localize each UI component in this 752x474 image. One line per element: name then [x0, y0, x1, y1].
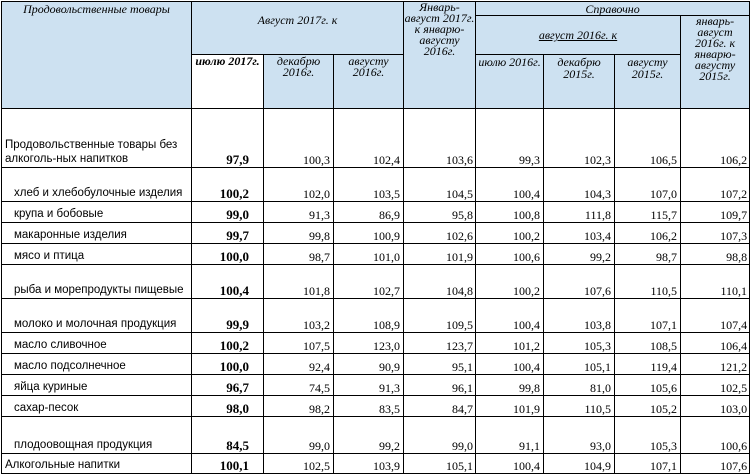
value-cell-4: 101,9: [404, 244, 476, 265]
value-cell-8: 109,7: [681, 202, 750, 223]
value-cell-3: 91,3: [334, 375, 404, 396]
value-cell-8: 121,2: [681, 354, 750, 375]
header-to-dec2015: декабрю 2015г.: [544, 55, 615, 109]
value-cell-5: 100,4: [476, 454, 544, 474]
value-cell-6: 103,4: [544, 223, 615, 244]
header-to-dec2016: декабрю 2016г.: [264, 55, 334, 109]
header-to-aug2016: августу 2016г.: [334, 55, 404, 109]
value-cell-6: 104,9: [544, 454, 615, 474]
table-body: [2, 109, 750, 474]
value-cell-8: 106,4: [681, 333, 750, 354]
row-label: масло подсолнечное: [2, 354, 192, 375]
value-cell-1: 99,0: [192, 202, 264, 223]
value-cell-6: 103,8: [544, 299, 615, 333]
table-row: [2, 223, 750, 244]
value-cell-6: 107,6: [544, 265, 615, 299]
value-cell-2: 99,8: [264, 223, 334, 244]
value-cell-5: 101,9: [476, 396, 544, 417]
value-cell-7: 107,1: [615, 454, 681, 474]
value-cell-3: 123,0: [334, 333, 404, 354]
value-cell-4: 96,1: [404, 375, 476, 396]
value-cell-3: 83,5: [334, 396, 404, 417]
table-row: [2, 333, 750, 354]
value-cell-6: 81,0: [544, 375, 615, 396]
value-cell-1: 100,2: [192, 168, 264, 202]
value-cell-1: 100,0: [192, 244, 264, 265]
value-cell-4: 84,7: [404, 396, 476, 417]
value-cell-1: 99,9: [192, 299, 264, 333]
value-cell-7: 119,4: [615, 354, 681, 375]
value-cell-3: 86,9: [334, 202, 404, 223]
value-cell-4: 95,8: [404, 202, 476, 223]
value-cell-2: 102,5: [264, 454, 334, 474]
header-to-aug2015: августу 2015г.: [615, 55, 681, 109]
header-reference: Справочно: [476, 2, 750, 16]
value-cell-2: 98,7: [264, 244, 334, 265]
value-cell-6: 111,8: [544, 202, 615, 223]
value-cell-2: 74,5: [264, 375, 334, 396]
value-cell-7: 106,2: [615, 223, 681, 244]
value-cell-5: 99,3: [476, 109, 544, 168]
value-cell-2: 102,0: [264, 168, 334, 202]
row-label: Продовольственные товары без алкоголь-ных напитков: [2, 109, 192, 168]
value-cell-8: 107,4: [681, 299, 750, 333]
table-row: [2, 417, 750, 454]
value-cell-1: 100,2: [192, 333, 264, 354]
value-cell-4: 123,7: [404, 333, 476, 354]
value-cell-3: 103,5: [334, 168, 404, 202]
value-cell-4: 109,5: [404, 299, 476, 333]
value-cell-7: 107,1: [615, 299, 681, 333]
value-cell-5: 100,4: [476, 354, 544, 375]
value-cell-3: 108,9: [334, 299, 404, 333]
table-row: [2, 299, 750, 333]
row-label: молоко и молочная продукция: [2, 299, 192, 333]
value-cell-5: 100,2: [476, 223, 544, 244]
value-cell-2: 101,8: [264, 265, 334, 299]
row-label: макаронные изделия: [2, 223, 192, 244]
value-cell-7: 107,0: [615, 168, 681, 202]
value-cell-2: 100,3: [264, 109, 334, 168]
value-cell-8: 98,8: [681, 244, 750, 265]
value-cell-5: 101,2: [476, 333, 544, 354]
value-cell-5: 91,1: [476, 417, 544, 454]
value-cell-3: 103,9: [334, 454, 404, 474]
value-cell-1: 84,5: [192, 417, 264, 454]
value-cell-1: 99,7: [192, 223, 264, 244]
table-row: [2, 454, 750, 474]
row-label: мясо и птица: [2, 244, 192, 265]
header-aug2016: август 2016г. к: [476, 16, 681, 55]
header-product: Продовольственные товары: [2, 2, 192, 109]
value-cell-4: 104,8: [404, 265, 476, 299]
price-index-table: [1, 1, 750, 474]
value-cell-2: 99,0: [264, 417, 334, 454]
value-cell-5: 100,4: [476, 299, 544, 333]
value-cell-1: 97,9: [192, 109, 264, 168]
value-cell-1: 100,1: [192, 454, 264, 474]
value-cell-3: 90,9: [334, 354, 404, 375]
value-cell-2: 91,3: [264, 202, 334, 223]
table-row: [2, 354, 750, 375]
value-cell-3: 101,0: [334, 244, 404, 265]
value-cell-6: 93,0: [544, 417, 615, 454]
value-cell-5: 100,2: [476, 265, 544, 299]
value-cell-5: 99,8: [476, 375, 544, 396]
value-cell-2: 107,5: [264, 333, 334, 354]
value-cell-7: 115,7: [615, 202, 681, 223]
value-cell-5: 100,4: [476, 168, 544, 202]
value-cell-6: 105,3: [544, 333, 615, 354]
value-cell-3: 102,7: [334, 265, 404, 299]
row-label: плодоовощная продукция: [2, 417, 192, 454]
value-cell-4: 103,6: [404, 109, 476, 168]
value-cell-2: 98,2: [264, 396, 334, 417]
value-cell-4: 102,6: [404, 223, 476, 244]
value-cell-4: 95,1: [404, 354, 476, 375]
value-cell-7: 98,7: [615, 244, 681, 265]
table-row: [2, 244, 750, 265]
value-cell-6: 102,3: [544, 109, 615, 168]
value-cell-7: 108,5: [615, 333, 681, 354]
value-cell-5: 100,8: [476, 202, 544, 223]
value-cell-8: 107,2: [681, 168, 750, 202]
row-label: Алкогольные напитки: [2, 454, 192, 474]
value-cell-7: 106,5: [615, 109, 681, 168]
header-aug2017: Август 2017г. к: [192, 2, 404, 55]
row-label: хлеб и хлебобулочные изделия: [2, 168, 192, 202]
table-row: [2, 396, 750, 417]
header-janaug2017: Январь-август 2017г. к январю-августу 2016г.: [404, 2, 476, 109]
row-label: масло сливочное: [2, 333, 192, 354]
value-cell-1: 98,0: [192, 396, 264, 417]
value-cell-4: 99,0: [404, 417, 476, 454]
header-to-july2016: июлю 2016г.: [476, 55, 544, 109]
value-cell-6: 104,3: [544, 168, 615, 202]
value-cell-2: 92,4: [264, 354, 334, 375]
value-cell-8: 103,0: [681, 396, 750, 417]
value-cell-6: 105,1: [544, 354, 615, 375]
table-row: [2, 375, 750, 396]
value-cell-8: 107,6: [681, 454, 750, 474]
value-cell-6: 110,5: [544, 396, 615, 417]
value-cell-3: 100,9: [334, 223, 404, 244]
value-cell-3: 99,2: [334, 417, 404, 454]
row-label: сахар-песок: [2, 396, 192, 417]
table-row: [2, 109, 750, 168]
row-label: рыба и морепродукты пищевые: [2, 265, 192, 299]
value-cell-8: 100,6: [681, 417, 750, 454]
value-cell-5: 100,6: [476, 244, 544, 265]
value-cell-8: 106,2: [681, 109, 750, 168]
value-cell-6: 99,2: [544, 244, 615, 265]
row-label: яйца куриные: [2, 375, 192, 396]
header-janaug2016: январь-август 2016г. к январю-августу 2015г.: [681, 16, 750, 109]
value-cell-8: 110,1: [681, 265, 750, 299]
value-cell-3: 102,4: [334, 109, 404, 168]
value-cell-1: 96,7: [192, 375, 264, 396]
header-to-july2017: июлю 2017г.: [192, 55, 264, 109]
value-cell-1: 100,4: [192, 265, 264, 299]
value-cell-7: 110,5: [615, 265, 681, 299]
value-cell-2: 103,2: [264, 299, 334, 333]
value-cell-4: 105,1: [404, 454, 476, 474]
value-cell-1: 100,0: [192, 354, 264, 375]
value-cell-8: 107,3: [681, 223, 750, 244]
value-cell-7: 105,3: [615, 417, 681, 454]
value-cell-7: 105,2: [615, 396, 681, 417]
value-cell-8: 102,5: [681, 375, 750, 396]
row-label: крупа и бобовые: [2, 202, 192, 223]
value-cell-7: 105,6: [615, 375, 681, 396]
table-row: [2, 168, 750, 202]
table-row: [2, 265, 750, 299]
value-cell-4: 104,5: [404, 168, 476, 202]
table-row: [2, 202, 750, 223]
